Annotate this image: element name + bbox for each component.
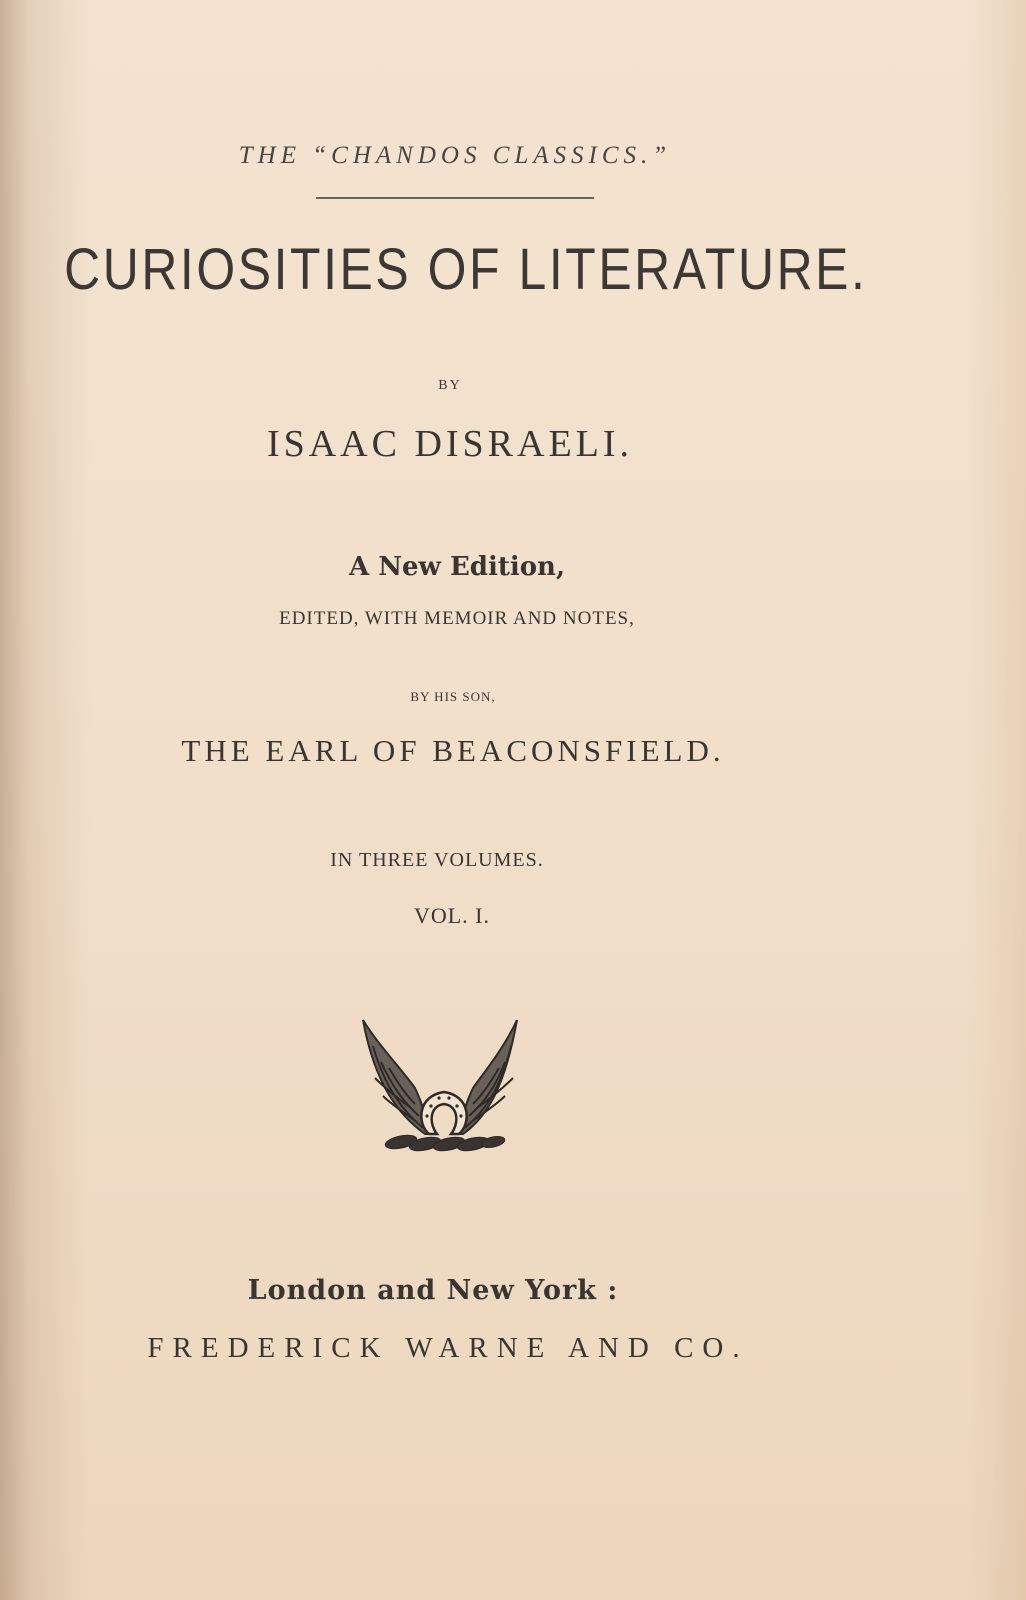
winged-horseshoe-emblem	[355, 1016, 533, 1169]
imprint-publisher: FREDERICK WARNE AND CO.	[147, 1332, 749, 1364]
edition-line: A New Edition,	[348, 552, 566, 582]
title-rule	[316, 197, 594, 199]
book-title: CURIOSITIES OF LITERATURE.	[64, 237, 868, 302]
imprint-place: London and New York :	[247, 1275, 619, 1306]
edited-line: EDITED, WITH MEMOIR AND NOTES,	[279, 608, 635, 629]
volume-number: VOL. I.	[413, 903, 491, 928]
editor-name: THE EARL OF BEACONSFIELD.	[181, 733, 725, 768]
by-son-line: BY HIS SON,	[410, 689, 496, 704]
by-line: BY	[438, 378, 462, 393]
series-line: THE “CHANDOS CLASSICS.”	[238, 142, 672, 169]
volumes-line: IN THREE VOLUMES.	[330, 849, 544, 871]
author-name: ISAAC DISRAELI.	[266, 423, 634, 465]
